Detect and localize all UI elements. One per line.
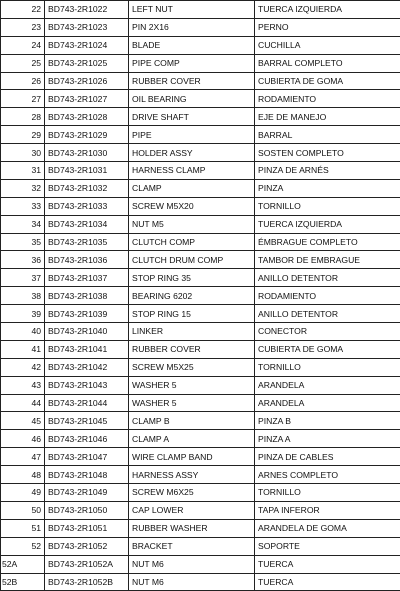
table-row xyxy=(1,179,400,197)
table-row xyxy=(1,573,400,591)
english-description-cell: BLADE xyxy=(129,36,255,54)
table-row xyxy=(1,144,400,162)
part-number-cell: BD743-2R1024 xyxy=(45,36,129,54)
table-row xyxy=(1,358,400,376)
part-number-cell: BD743-2R1028 xyxy=(45,108,129,126)
item-number-cell: 23 xyxy=(1,18,45,36)
table-row xyxy=(1,501,400,519)
table-row xyxy=(1,162,400,180)
part-number-cell: BD743-2R1022 xyxy=(45,1,129,19)
english-description-cell: LEFT NUT xyxy=(129,1,255,19)
spanish-description-cell: TUERCA xyxy=(255,555,400,573)
spanish-description-cell: CUBIERTA DE GOMA xyxy=(255,340,400,358)
item-number-cell: 36 xyxy=(1,251,45,269)
item-number-cell: 50 xyxy=(1,501,45,519)
table-row xyxy=(1,126,400,144)
spanish-description-cell: RODAMIENTO xyxy=(255,287,400,305)
english-description-cell: PIPE xyxy=(129,126,255,144)
item-number-cell: 43 xyxy=(1,376,45,394)
english-description-cell: SCREW M5X20 xyxy=(129,197,255,215)
spanish-description-cell: ANILLO DETENTOR xyxy=(255,305,400,323)
spanish-description-cell: ARANDELA DE GOMA xyxy=(255,519,400,537)
spanish-description-cell: BARRAL COMPLETO xyxy=(255,54,400,72)
table-row xyxy=(1,466,400,484)
part-number-cell: BD743-2R1048 xyxy=(45,466,129,484)
item-number-cell: 52A xyxy=(1,555,45,573)
item-number-cell: 46 xyxy=(1,430,45,448)
table-row xyxy=(1,18,400,36)
table-row xyxy=(1,287,400,305)
table-row xyxy=(1,484,400,502)
table-row xyxy=(1,251,400,269)
item-number-cell: 42 xyxy=(1,358,45,376)
english-description-cell: HARNESS ASSY xyxy=(129,466,255,484)
part-number-cell: BD743-2R1052 xyxy=(45,537,129,555)
part-number-cell: BD743-2R1051 xyxy=(45,519,129,537)
item-number-cell: 26 xyxy=(1,72,45,90)
item-number-cell: 40 xyxy=(1,323,45,341)
spanish-description-cell: TORNILLO xyxy=(255,197,400,215)
item-number-cell: 41 xyxy=(1,340,45,358)
english-description-cell: STOP RING 15 xyxy=(129,305,255,323)
part-number-cell: BD743-2R1032 xyxy=(45,179,129,197)
english-description-cell: NUT M6 xyxy=(129,573,255,591)
spanish-description-cell: SOSTEN COMPLETO xyxy=(255,144,400,162)
english-description-cell: RUBBER COVER xyxy=(129,340,255,358)
part-number-cell: BD743-2R1043 xyxy=(45,376,129,394)
part-number-cell: BD743-2R1025 xyxy=(45,54,129,72)
part-number-cell: BD743-2R1037 xyxy=(45,269,129,287)
item-number-cell: 45 xyxy=(1,412,45,430)
part-number-cell: BD743-2R1036 xyxy=(45,251,129,269)
part-number-cell: BD743-2R1038 xyxy=(45,287,129,305)
table-row xyxy=(1,72,400,90)
spanish-description-cell: TUERCA IZQUIERDA xyxy=(255,1,400,19)
part-number-cell: BD743-2R1030 xyxy=(45,144,129,162)
item-number-cell: 52B xyxy=(1,573,45,591)
spanish-description-cell: ÉMBRAGUE COMPLETO xyxy=(255,233,400,251)
english-description-cell: RUBBER WASHER xyxy=(129,519,255,537)
part-number-cell: BD743-2R1033 xyxy=(45,197,129,215)
item-number-cell: 52 xyxy=(1,537,45,555)
part-number-cell: BD743-2R1039 xyxy=(45,305,129,323)
spanish-description-cell: PINZA A xyxy=(255,430,400,448)
part-number-cell: BD743-2R1023 xyxy=(45,18,129,36)
item-number-cell: 30 xyxy=(1,144,45,162)
english-description-cell: WASHER 5 xyxy=(129,394,255,412)
item-number-cell: 34 xyxy=(1,215,45,233)
english-description-cell: CLUTCH DRUM COMP xyxy=(129,251,255,269)
table-row xyxy=(1,90,400,108)
item-number-cell: 28 xyxy=(1,108,45,126)
part-number-cell: BD743-2R1052A xyxy=(45,555,129,573)
spanish-description-cell: RODAMIENTO xyxy=(255,90,400,108)
item-number-cell: 31 xyxy=(1,162,45,180)
table-row xyxy=(1,519,400,537)
spanish-description-cell: PINZA DE CABLES xyxy=(255,448,400,466)
item-number-cell: 37 xyxy=(1,269,45,287)
english-description-cell: SCREW M5X25 xyxy=(129,358,255,376)
english-description-cell: NUT M6 xyxy=(129,555,255,573)
english-description-cell: SCREW M6X25 xyxy=(129,484,255,502)
item-number-cell: 38 xyxy=(1,287,45,305)
item-number-cell: 22 xyxy=(1,1,45,19)
english-description-cell: OIL BEARING xyxy=(129,90,255,108)
table-row xyxy=(1,376,400,394)
table-row xyxy=(1,197,400,215)
part-number-cell: BD743-2R1042 xyxy=(45,358,129,376)
english-description-cell: DRIVE SHAFT xyxy=(129,108,255,126)
spanish-description-cell: CUCHILLA xyxy=(255,36,400,54)
english-description-cell: WASHER 5 xyxy=(129,376,255,394)
spanish-description-cell: TAPA INFEROR xyxy=(255,501,400,519)
item-number-cell: 25 xyxy=(1,54,45,72)
item-number-cell: 27 xyxy=(1,90,45,108)
item-number-cell: 51 xyxy=(1,519,45,537)
part-number-cell: BD743-2R1040 xyxy=(45,323,129,341)
english-description-cell: BRACKET xyxy=(129,537,255,555)
item-number-cell: 29 xyxy=(1,126,45,144)
item-number-cell: 47 xyxy=(1,448,45,466)
table-row xyxy=(1,269,400,287)
spanish-description-cell: TORNILLO xyxy=(255,484,400,502)
table-row xyxy=(1,305,400,323)
parts-table-body xyxy=(1,1,400,591)
item-number-cell: 24 xyxy=(1,36,45,54)
spanish-description-cell: PERNO xyxy=(255,18,400,36)
spanish-description-cell: PINZA DE ARNÉS xyxy=(255,162,400,180)
item-number-cell: 32 xyxy=(1,179,45,197)
table-row xyxy=(1,340,400,358)
english-description-cell: STOP RING 35 xyxy=(129,269,255,287)
part-number-cell: BD743-2R1027 xyxy=(45,90,129,108)
part-number-cell: BD743-2R1046 xyxy=(45,430,129,448)
spanish-description-cell: SOPORTE xyxy=(255,537,400,555)
english-description-cell: WIRE CLAMP BAND xyxy=(129,448,255,466)
table-row xyxy=(1,412,400,430)
part-number-cell: BD743-2R1044 xyxy=(45,394,129,412)
part-number-cell: BD743-2R1052B xyxy=(45,573,129,591)
part-number-cell: BD743-2R1031 xyxy=(45,162,129,180)
part-number-cell: BD743-2R1035 xyxy=(45,233,129,251)
english-description-cell: CLAMP B xyxy=(129,412,255,430)
spanish-description-cell: ARANDELA xyxy=(255,376,400,394)
spanish-description-cell: TAMBOR DE EMBRAGUE xyxy=(255,251,400,269)
item-number-cell: 44 xyxy=(1,394,45,412)
part-number-cell: BD743-2R1029 xyxy=(45,126,129,144)
spanish-description-cell: EJE DE MANEJO xyxy=(255,108,400,126)
item-number-cell: 39 xyxy=(1,305,45,323)
item-number-cell: 33 xyxy=(1,197,45,215)
spanish-description-cell: TUERCA xyxy=(255,573,400,591)
table-row xyxy=(1,233,400,251)
english-description-cell: CLAMP xyxy=(129,179,255,197)
spanish-description-cell: BARRAL xyxy=(255,126,400,144)
table-row xyxy=(1,430,400,448)
part-number-cell: BD743-2R1041 xyxy=(45,340,129,358)
part-number-cell: BD743-2R1034 xyxy=(45,215,129,233)
english-description-cell: BEARING 6202 xyxy=(129,287,255,305)
spanish-description-cell: CUBIERTA DE GOMA xyxy=(255,72,400,90)
item-number-cell: 48 xyxy=(1,466,45,484)
part-number-cell: BD743-2R1026 xyxy=(45,72,129,90)
english-description-cell: PIPE COMP xyxy=(129,54,255,72)
table-row xyxy=(1,448,400,466)
part-number-cell: BD743-2R1047 xyxy=(45,448,129,466)
table-row xyxy=(1,215,400,233)
table-row xyxy=(1,555,400,573)
item-number-cell: 49 xyxy=(1,484,45,502)
table-row xyxy=(1,108,400,126)
english-description-cell: HOLDER ASSY xyxy=(129,144,255,162)
item-number-cell: 35 xyxy=(1,233,45,251)
english-description-cell: CAP LOWER xyxy=(129,501,255,519)
spanish-description-cell: ARANDELA xyxy=(255,394,400,412)
part-number-cell: BD743-2R1049 xyxy=(45,484,129,502)
table-row xyxy=(1,323,400,341)
english-description-cell: PIN 2X16 xyxy=(129,18,255,36)
table-row xyxy=(1,1,400,19)
english-description-cell: LINKER xyxy=(129,323,255,341)
english-description-cell: CLAMP A xyxy=(129,430,255,448)
english-description-cell: CLUTCH COMP xyxy=(129,233,255,251)
table-row xyxy=(1,36,400,54)
spanish-description-cell: TUERCA IZQUIERDA xyxy=(255,215,400,233)
part-number-cell: BD743-2R1045 xyxy=(45,412,129,430)
spanish-description-cell: CONECTOR xyxy=(255,323,400,341)
table-row xyxy=(1,537,400,555)
spanish-description-cell: PINZA B xyxy=(255,412,400,430)
table-row xyxy=(1,394,400,412)
spanish-description-cell: PINZA xyxy=(255,179,400,197)
english-description-cell: NUT M5 xyxy=(129,215,255,233)
spanish-description-cell: ARNES COMPLETO xyxy=(255,466,400,484)
spanish-description-cell: ANILLO DETENTOR xyxy=(255,269,400,287)
spanish-description-cell: TORNILLO xyxy=(255,358,400,376)
english-description-cell: HARNESS CLAMP xyxy=(129,162,255,180)
english-description-cell: RUBBER COVER xyxy=(129,72,255,90)
part-number-cell: BD743-2R1050 xyxy=(45,501,129,519)
table-row xyxy=(1,54,400,72)
